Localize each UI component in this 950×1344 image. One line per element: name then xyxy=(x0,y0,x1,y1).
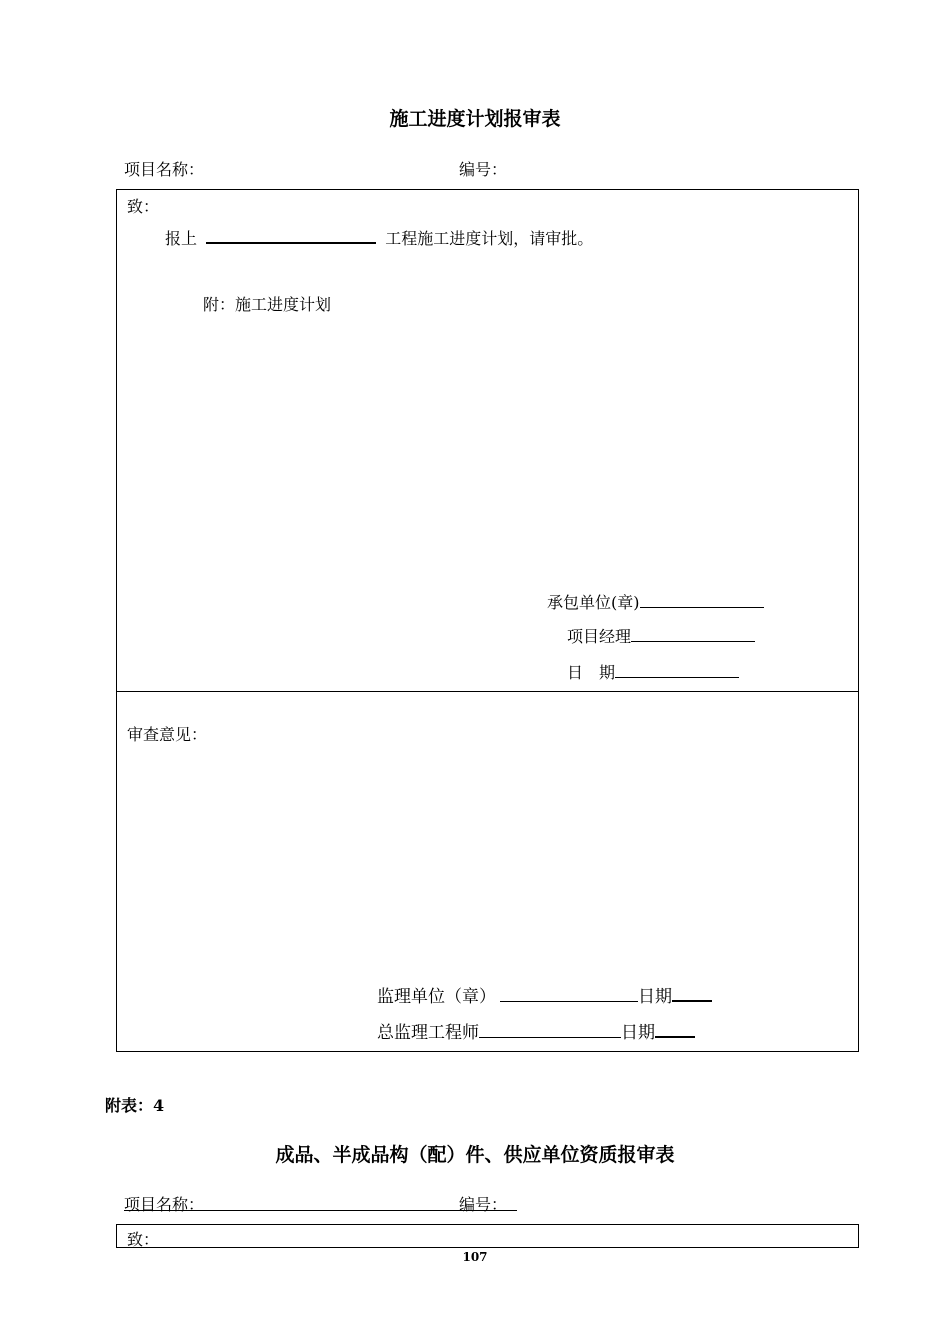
chief-engineer-label: 总监理工程师 xyxy=(377,1023,479,1043)
form2-number-label: 编号： xyxy=(459,1195,508,1214)
form2-title: 成品、半成品构（配）件、供应单位资质报审表 xyxy=(275,1144,675,1166)
form2-number-underline xyxy=(459,1210,517,1211)
to-label: 致： xyxy=(127,197,160,216)
report-suffix: 工程施工进度计划，请审批。 xyxy=(385,229,594,248)
chief-engineer-line xyxy=(377,1018,695,1043)
date-label: 日 期 xyxy=(567,663,616,682)
manager-line xyxy=(567,624,755,647)
page-number: 107 xyxy=(462,1250,488,1264)
form2-project-name-label: 项目名称： xyxy=(124,1195,205,1214)
number-label: 编号： xyxy=(459,160,508,179)
appendix-label: 附表：4 xyxy=(105,1096,165,1115)
chief-date-blank[interactable] xyxy=(655,1022,695,1038)
review-date-label: 日期 xyxy=(638,987,672,1007)
project-name-blank[interactable] xyxy=(206,228,376,244)
report-prefix: 报上 xyxy=(165,229,198,248)
form2-table xyxy=(116,1224,859,1248)
contractor-label: 承包单位(章) xyxy=(547,593,640,612)
report-line xyxy=(165,226,593,249)
form1-divider xyxy=(116,691,859,692)
review-label: 审查意见： xyxy=(127,725,208,744)
form2-project-line xyxy=(124,1192,204,1215)
form2-to-label: 致： xyxy=(127,1230,160,1249)
form1-table xyxy=(116,189,859,1052)
manager-blank[interactable] xyxy=(631,627,755,642)
review-date-blank[interactable] xyxy=(672,986,712,1002)
supervision-blank[interactable] xyxy=(500,987,638,1002)
form2-project-underline xyxy=(124,1210,460,1211)
attachment-text: 附：施工进度计划 xyxy=(203,295,332,314)
manager-label: 项目经理 xyxy=(567,627,632,646)
project-name-label: 项目名称： xyxy=(124,160,205,179)
date-line xyxy=(567,660,739,683)
form1-title: 施工进度计划报审表 xyxy=(389,108,561,130)
contractor-blank[interactable] xyxy=(640,593,764,608)
supervision-line xyxy=(377,982,712,1007)
chief-date-label: 日期 xyxy=(621,1023,655,1043)
contractor-line xyxy=(547,590,764,613)
supervision-label: 监理单位（章） xyxy=(377,987,496,1007)
chief-engineer-blank[interactable] xyxy=(479,1023,621,1038)
date-blank[interactable] xyxy=(615,663,739,678)
